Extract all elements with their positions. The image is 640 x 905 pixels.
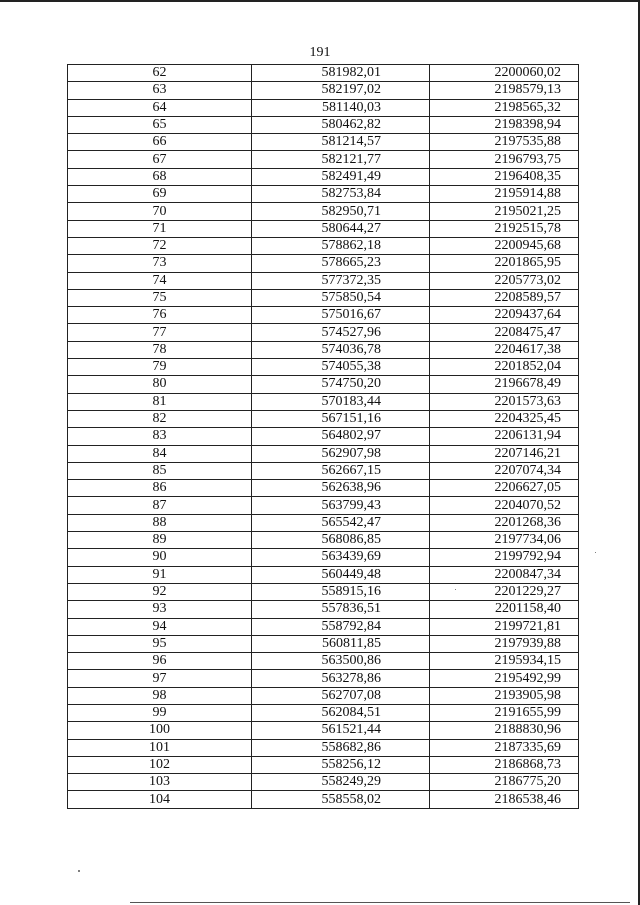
table-row xyxy=(68,618,579,635)
x-coordinate-cell: 562907,98 xyxy=(252,445,430,462)
point-number-cell: 66 xyxy=(68,134,252,151)
point-number-cell: 89 xyxy=(68,532,252,549)
point-number-cell: 103 xyxy=(68,774,252,791)
point-number-cell: 87 xyxy=(68,497,252,514)
x-coordinate-cell: 558558,02 xyxy=(252,791,430,808)
y-coordinate-cell: 2206131,94 xyxy=(430,428,579,445)
x-coordinate-cell: 560449,48 xyxy=(252,566,430,583)
table-row xyxy=(68,410,579,427)
y-coordinate-cell: 2200945,68 xyxy=(430,237,579,254)
x-coordinate-cell: 561521,44 xyxy=(252,722,430,739)
table-row xyxy=(68,82,579,99)
point-number-cell: 83 xyxy=(68,428,252,445)
table-row xyxy=(68,307,579,324)
y-coordinate-cell: 2207074,34 xyxy=(430,462,579,479)
y-coordinate-cell: 2201852,04 xyxy=(430,359,579,376)
x-coordinate-cell: 562638,96 xyxy=(252,480,430,497)
y-coordinate-cell: 2195914,88 xyxy=(430,186,579,203)
table-row xyxy=(68,514,579,531)
x-coordinate-cell: 582753,84 xyxy=(252,186,430,203)
x-coordinate-cell: 558792,84 xyxy=(252,618,430,635)
x-coordinate-cell: 581214,57 xyxy=(252,134,430,151)
table-row xyxy=(68,376,579,393)
y-coordinate-cell: 2188830,96 xyxy=(430,722,579,739)
table-row xyxy=(68,601,579,618)
x-coordinate-cell: 558682,86 xyxy=(252,739,430,756)
x-coordinate-cell: 575016,67 xyxy=(252,307,430,324)
point-number-cell: 68 xyxy=(68,168,252,185)
table-row xyxy=(68,186,579,203)
y-coordinate-cell: 2195021,25 xyxy=(430,203,579,220)
table-row xyxy=(68,704,579,721)
x-coordinate-cell: 580462,82 xyxy=(252,116,430,133)
x-coordinate-cell: 563799,43 xyxy=(252,497,430,514)
table-row xyxy=(68,203,579,220)
y-coordinate-cell: 2201865,95 xyxy=(430,255,579,272)
point-number-cell: 82 xyxy=(68,410,252,427)
point-number-cell: 74 xyxy=(68,272,252,289)
point-number-cell: 71 xyxy=(68,220,252,237)
x-coordinate-cell: 563439,69 xyxy=(252,549,430,566)
table-row xyxy=(68,670,579,687)
point-number-cell: 69 xyxy=(68,186,252,203)
y-coordinate-cell: 2201268,36 xyxy=(430,514,579,531)
table-row xyxy=(68,151,579,168)
x-coordinate-cell: 578665,23 xyxy=(252,255,430,272)
table-row xyxy=(68,722,579,739)
y-coordinate-cell: 2204070,52 xyxy=(430,497,579,514)
table-row xyxy=(68,566,579,583)
point-number-cell: 67 xyxy=(68,151,252,168)
page-edge-top xyxy=(0,0,640,2)
x-coordinate-cell: 562667,15 xyxy=(252,462,430,479)
y-coordinate-cell: 2196408,35 xyxy=(430,168,579,185)
x-coordinate-cell: 581982,01 xyxy=(252,65,430,82)
table-row xyxy=(68,774,579,791)
point-number-cell: 78 xyxy=(68,341,252,358)
table-row xyxy=(68,497,579,514)
point-number-cell: 100 xyxy=(68,722,252,739)
table-row xyxy=(68,99,579,116)
table-row xyxy=(68,687,579,704)
table-row xyxy=(68,635,579,652)
y-coordinate-cell: 2186538,46 xyxy=(430,791,579,808)
x-coordinate-cell: 563500,86 xyxy=(252,653,430,670)
y-coordinate-cell: 2205773,02 xyxy=(430,272,579,289)
point-number-cell: 94 xyxy=(68,618,252,635)
x-coordinate-cell: 562084,51 xyxy=(252,704,430,721)
point-number-cell: 73 xyxy=(68,255,252,272)
x-coordinate-cell: 558256,12 xyxy=(252,756,430,773)
point-number-cell: 96 xyxy=(68,653,252,670)
x-coordinate-cell: 582950,71 xyxy=(252,203,430,220)
point-number-cell: 97 xyxy=(68,670,252,687)
point-number-cell: 92 xyxy=(68,583,252,600)
point-number-cell: 80 xyxy=(68,376,252,393)
x-coordinate-cell: 562707,08 xyxy=(252,687,430,704)
x-coordinate-cell: 582197,02 xyxy=(252,82,430,99)
x-coordinate-cell: 567151,16 xyxy=(252,410,430,427)
coordinates-table-body xyxy=(68,65,579,809)
point-number-cell: 104 xyxy=(68,791,252,808)
table-row xyxy=(68,462,579,479)
x-coordinate-cell: 565542,47 xyxy=(252,514,430,531)
y-coordinate-cell: 2187335,69 xyxy=(430,739,579,756)
y-coordinate-cell: 2186775,20 xyxy=(430,774,579,791)
y-coordinate-cell: 2204617,38 xyxy=(430,341,579,358)
y-coordinate-cell: 2197535,88 xyxy=(430,134,579,151)
table-row xyxy=(68,324,579,341)
y-coordinate-cell: 2198579,13 xyxy=(430,82,579,99)
x-coordinate-cell: 568086,85 xyxy=(252,532,430,549)
y-coordinate-cell: 2208475,47 xyxy=(430,324,579,341)
point-number-cell: 79 xyxy=(68,359,252,376)
y-coordinate-cell: 2195492,99 xyxy=(430,670,579,687)
y-coordinate-cell: 2199792,94 xyxy=(430,549,579,566)
x-coordinate-cell: 557836,51 xyxy=(252,601,430,618)
y-coordinate-cell: 2196793,75 xyxy=(430,151,579,168)
table-row xyxy=(68,549,579,566)
x-coordinate-cell: 582121,77 xyxy=(252,151,430,168)
y-coordinate-cell: 2195934,15 xyxy=(430,653,579,670)
x-coordinate-cell: 570183,44 xyxy=(252,393,430,410)
table-row xyxy=(68,359,579,376)
point-number-cell: 62 xyxy=(68,65,252,82)
x-coordinate-cell: 563278,86 xyxy=(252,670,430,687)
point-number-cell: 102 xyxy=(68,756,252,773)
point-number-cell: 99 xyxy=(68,704,252,721)
y-coordinate-cell: 2186868,73 xyxy=(430,756,579,773)
point-number-cell: 93 xyxy=(68,601,252,618)
y-coordinate-cell: 2209437,64 xyxy=(430,307,579,324)
point-number-cell: 72 xyxy=(68,237,252,254)
x-coordinate-cell: 574750,20 xyxy=(252,376,430,393)
point-number-cell: 84 xyxy=(68,445,252,462)
table-row xyxy=(68,791,579,808)
y-coordinate-cell: 2208589,57 xyxy=(430,289,579,306)
x-coordinate-cell: 575850,54 xyxy=(252,289,430,306)
x-coordinate-cell: 574055,38 xyxy=(252,359,430,376)
point-number-cell: 90 xyxy=(68,549,252,566)
x-coordinate-cell: 560811,85 xyxy=(252,635,430,652)
point-number-cell: 63 xyxy=(68,82,252,99)
point-number-cell: 70 xyxy=(68,203,252,220)
table-row xyxy=(68,428,579,445)
table-row xyxy=(68,168,579,185)
point-number-cell: 88 xyxy=(68,514,252,531)
point-number-cell: 91 xyxy=(68,566,252,583)
y-coordinate-cell: 2196678,49 xyxy=(430,376,579,393)
table-row xyxy=(68,272,579,289)
x-coordinate-cell: 558249,29 xyxy=(252,774,430,791)
point-number-cell: 101 xyxy=(68,739,252,756)
table-row xyxy=(68,583,579,600)
y-coordinate-cell: 2197939,88 xyxy=(430,635,579,652)
x-coordinate-cell: 581140,03 xyxy=(252,99,430,116)
point-number-cell: 95 xyxy=(68,635,252,652)
point-number-cell: 98 xyxy=(68,687,252,704)
table-row xyxy=(68,532,579,549)
table-row xyxy=(68,756,579,773)
x-coordinate-cell: 582491,49 xyxy=(252,168,430,185)
point-number-cell: 64 xyxy=(68,99,252,116)
y-coordinate-cell: 2198398,94 xyxy=(430,116,579,133)
point-number-cell: 65 xyxy=(68,116,252,133)
x-coordinate-cell: 578862,18 xyxy=(252,237,430,254)
y-coordinate-cell: 2199721,81 xyxy=(430,618,579,635)
y-coordinate-cell: 2197734,06 xyxy=(430,532,579,549)
y-coordinate-cell: 2201229,27 xyxy=(430,583,579,600)
x-coordinate-cell: 564802,97 xyxy=(252,428,430,445)
table-row xyxy=(68,480,579,497)
x-coordinate-cell: 574527,96 xyxy=(252,324,430,341)
table-row xyxy=(68,653,579,670)
y-coordinate-cell: 2192515,78 xyxy=(430,220,579,237)
table-row xyxy=(68,289,579,306)
scan-speck xyxy=(78,870,80,872)
scan-speck xyxy=(455,589,456,590)
y-coordinate-cell: 2201158,40 xyxy=(430,601,579,618)
table-row xyxy=(68,341,579,358)
y-coordinate-cell: 2200847,34 xyxy=(430,566,579,583)
table-row xyxy=(68,739,579,756)
coordinates-table xyxy=(67,64,579,809)
x-coordinate-cell: 574036,78 xyxy=(252,341,430,358)
x-coordinate-cell: 580644,27 xyxy=(252,220,430,237)
page-edge-bottom xyxy=(130,902,630,903)
x-coordinate-cell: 577372,35 xyxy=(252,272,430,289)
y-coordinate-cell: 2201573,63 xyxy=(430,393,579,410)
table-row xyxy=(68,65,579,82)
table-row xyxy=(68,220,579,237)
y-coordinate-cell: 2193905,98 xyxy=(430,687,579,704)
point-number-cell: 85 xyxy=(68,462,252,479)
x-coordinate-cell: 558915,16 xyxy=(252,583,430,600)
table-row xyxy=(68,134,579,151)
table-row xyxy=(68,237,579,254)
table-row xyxy=(68,393,579,410)
y-coordinate-cell: 2198565,32 xyxy=(430,99,579,116)
point-number-cell: 81 xyxy=(68,393,252,410)
point-number-cell: 75 xyxy=(68,289,252,306)
point-number-cell: 76 xyxy=(68,307,252,324)
page-number: 191 xyxy=(309,45,331,60)
table-row xyxy=(68,255,579,272)
y-coordinate-cell: 2207146,21 xyxy=(430,445,579,462)
point-number-cell: 77 xyxy=(68,324,252,341)
y-coordinate-cell: 2206627,05 xyxy=(430,480,579,497)
table-row xyxy=(68,445,579,462)
y-coordinate-cell: 2204325,45 xyxy=(430,410,579,427)
table-row xyxy=(68,116,579,133)
point-number-cell: 86 xyxy=(68,480,252,497)
y-coordinate-cell: 2200060,02 xyxy=(430,65,579,82)
scan-speck xyxy=(595,552,596,553)
y-coordinate-cell: 2191655,99 xyxy=(430,704,579,721)
